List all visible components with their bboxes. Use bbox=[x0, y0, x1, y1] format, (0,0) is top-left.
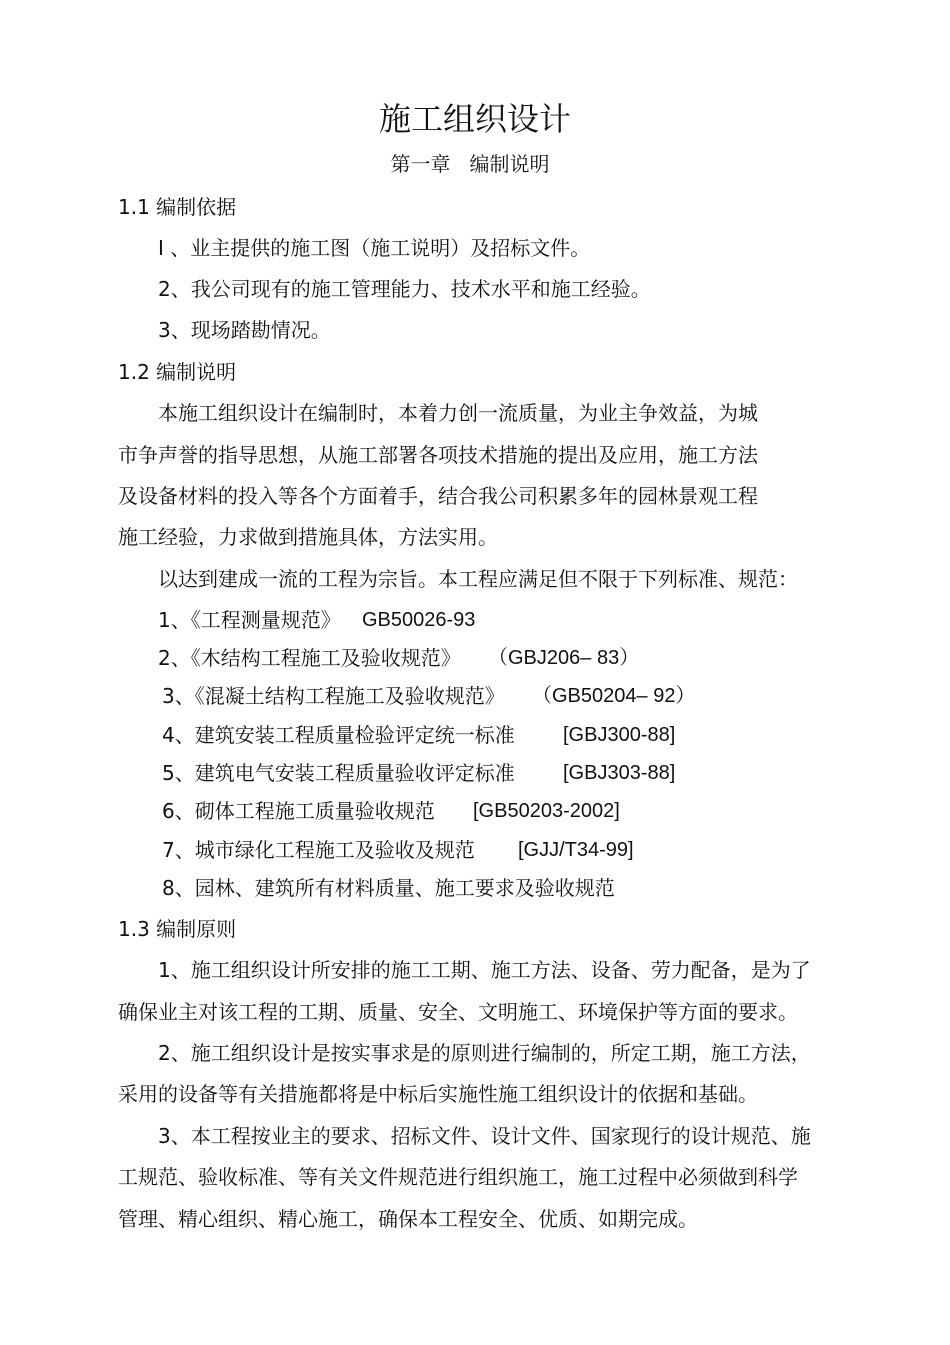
standards-intro: 以达到建成一流的工程为宗旨。本工程应满足但不限于下列标准、规范： bbox=[158, 567, 798, 591]
section-heading-1-1: 1.1 编制依据 bbox=[118, 195, 237, 219]
standard-name-6: 6、砌体工程施工质量验收规范 bbox=[162, 799, 435, 823]
standard-code-1: GB50026-93 bbox=[362, 609, 476, 631]
standard-code-2: （GBJ206– 83） bbox=[488, 647, 640, 669]
principle-2-line-1: 2、施工组织设计是按实事求是的原则进行编制的，所定工期，施工方法， bbox=[158, 1041, 811, 1065]
principle-2-line-2: 采用的设备等有关措施都将是中标后实施性施工组织设计的依据和基础。 bbox=[118, 1082, 758, 1106]
standard-name-4: 4、建筑安装工程质量检验评定统一标准 bbox=[162, 723, 515, 747]
standard-name-2: 2、《木结构工程施工及验收规范》 bbox=[158, 646, 461, 670]
standard-code-6: [GB50203-2002] bbox=[473, 800, 620, 822]
basis-item-1: I 、业主提供的施工图（施工说明）及招标文件。 bbox=[158, 236, 591, 260]
standard-name-5: 5、建筑电气安装工程质量验收评定标准 bbox=[162, 761, 515, 785]
standard-name-8: 8、园林、建筑所有材料质量、施工要求及验收规范 bbox=[162, 876, 615, 900]
principle-1-line-1: 1、施工组织设计所安排的施工工期、施工方法、设备、劳力配备，是为了 bbox=[158, 958, 811, 982]
standard-code-3: （GB50204– 92） bbox=[532, 685, 696, 707]
explanation-line-2: 市争声誉的指导思想，从施工部署各项技术措施的提出及应用，施工方法 bbox=[118, 443, 758, 467]
principle-1-line-2: 确保业主对该工程的工期、质量、安全、文明施工、环境保护等方面的要求。 bbox=[118, 1000, 798, 1024]
basis-item-2: 2、我公司现有的施工管理能力、技术水平和施工经验。 bbox=[158, 277, 651, 301]
explanation-line-4: 施工经验，力求做到措施具体，方法实用。 bbox=[118, 525, 498, 549]
document-title: 施工组织设计 bbox=[378, 100, 571, 138]
principle-3-line-1: 3、本工程按业主的要求、招标文件、设计文件、国家现行的设计规范、施 bbox=[158, 1124, 811, 1148]
explanation-line-1: 本施工组织设计在编制时，本着力创一流质量，为业主争效益，为城 bbox=[158, 401, 758, 425]
standard-name-7: 7、城市绿化工程施工及验收及规范 bbox=[162, 838, 475, 862]
basis-item-3: 3、现场踏勘情况。 bbox=[158, 318, 331, 342]
standard-name-3: 3、《混凝土结构工程施工及验收规范》 bbox=[162, 684, 505, 708]
principle-3-line-3: 管理、精心组织、精心施工，确保本工程安全、优质、如期完成。 bbox=[118, 1207, 698, 1231]
standard-code-4: [GBJ300-88] bbox=[563, 724, 676, 746]
explanation-line-3: 及设备材料的投入等各个方面着手，结合我公司积累多年的园林景观工程 bbox=[118, 484, 758, 508]
standard-code-5: [GBJ303-88] bbox=[563, 762, 676, 784]
standard-code-7: [GJJ/T34-99] bbox=[518, 839, 634, 861]
section-heading-1-3: 1.3 编制原则 bbox=[118, 917, 237, 941]
standard-name-1: 1、《工程测量规范》 bbox=[158, 608, 341, 632]
chapter-heading: 第一章 编制说明 bbox=[390, 152, 550, 176]
principle-3-line-2: 工规范、验收标准、等有关文件规范进行组织施工，施工过程中必须做到科学 bbox=[118, 1165, 798, 1189]
section-heading-1-2: 1.2 编制说明 bbox=[118, 360, 237, 384]
